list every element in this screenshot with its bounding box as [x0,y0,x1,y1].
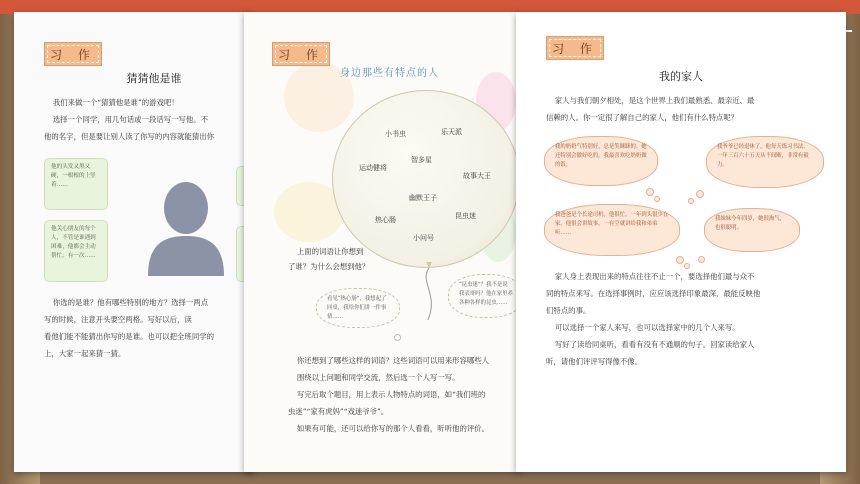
example-note: 他关心朋友的每个人，不管是谁遇到困难，他都会主动帮忙。有一次…… [44,220,108,282]
section-tag: 习 作 [272,42,330,66]
trait-word: 小书虫 [385,130,406,138]
trait-word: 乐天派 [441,128,462,136]
thought-cloud: 我爷爷已经退休了，他每天练习书法。一年三百六十五天从不间断，非常有毅力。 [706,136,824,188]
balloon-illustration [332,90,520,268]
cloud-dot [698,256,705,263]
balloon-string [414,262,444,322]
cloud-dot [696,190,704,198]
textbook-page-guess-who [14,12,254,472]
section-tag: 习 作 [546,36,604,60]
cloud-dot [654,196,660,202]
body-text: 你还想到了哪些这样的词语？这些词语可以用来形容哪些人 围绕以上问题和同学交流，然后选一个人写一写。 写完后取个题目，用上表示人物特点的词语，如“我们班的 虫迷”“家有虎妈”“戏迷爷爷”。 如果有可能，还可以给你写的那个人看看，听听他的评价。 [288,356,490,433]
page-title: 我的家人 [659,70,703,83]
thought-cloud: 我的奶奶气特别好，总是笑眯眯的。她还特别会做好吃的，我最喜欢吃奶奶做的饭。 [544,136,658,186]
question-text: 上面的词语让你想到 了谁？为什么会想到他？ [288,247,370,271]
trait-word: 运动健将 [359,164,387,172]
trait-word: 热心肠 [375,216,396,224]
trait-word: 幽默王子 [409,194,437,202]
body-text: 家人身上表现出来的特点往往不止一个，要选择他们最与众不 同的特点来写。在选择事例时，应应该选择印象最深、最能反映他 们特点的事。 可以选择一个家人来写，也可以选择家中的几个人来写。 写好了读给同桌听，看看有没有不通顺的句子。回家读给家人 听，请他们评评写得像不像。 [546,272,761,366]
trait-word: 小问号 [413,234,434,242]
thought-cloud: 看见“热心肠”，我想起了同桌，我给你们讲一件事情…… [316,288,400,328]
intro-text: 家人与我们朝夕相处，是这个世界上我们最熟悉、最亲近、最 信赖的人。你一定很了解自己的家人，他们有什么特点呢？ [546,96,755,122]
cloud-dot [394,334,401,341]
intro-text: 我们来做一个“猜猜他是谁”的游戏吧！ 选择一个同学，用几句话或一段话写一写他。不 他的名字，但是要让别人读了你写的内容就能猜出你 [44,98,214,141]
cloud-dot [676,256,684,264]
trait-word: 昆虫迷 [455,212,476,220]
balloon-title: 身边那些有特点的人 [340,68,439,79]
thought-cloud: 我妹妹今年四岁，她很淘气，也很聪明。 [704,208,800,252]
outro-text: 你选的是谁？他有哪些特别的地方？选择一两点 写的时候，注意开头要空两格。写好以后，读 看他们能不能猜出你写的是谁。也可以把全班同学的 上，大家一起来猜一猜。 [44,298,214,358]
thought-cloud: 我爸爸是个长途司机，他很忙，一年到头很少在家。他很会讲故事，一有空就讲给我和弟弟听…… [544,204,680,256]
section-tag: 习 作 [44,42,102,66]
trait-word: 故事大王 [463,172,491,180]
thought-cloud: “昆虫迷”？我不是说我表哥吗？他在家里养各种各样的昆虫…… [448,274,520,318]
page-title: 猜猜他是谁 [126,72,182,85]
person-silhouette-image [144,172,228,276]
textbook-page-my-family [516,12,846,472]
textbook-page-special-people [244,12,520,472]
cloud-dot [688,198,694,204]
trait-word: 智多星 [411,156,432,164]
cloud-dot [646,188,654,196]
example-note: 他的头发又黑又硬，一根根的上竖着…… [44,158,108,210]
